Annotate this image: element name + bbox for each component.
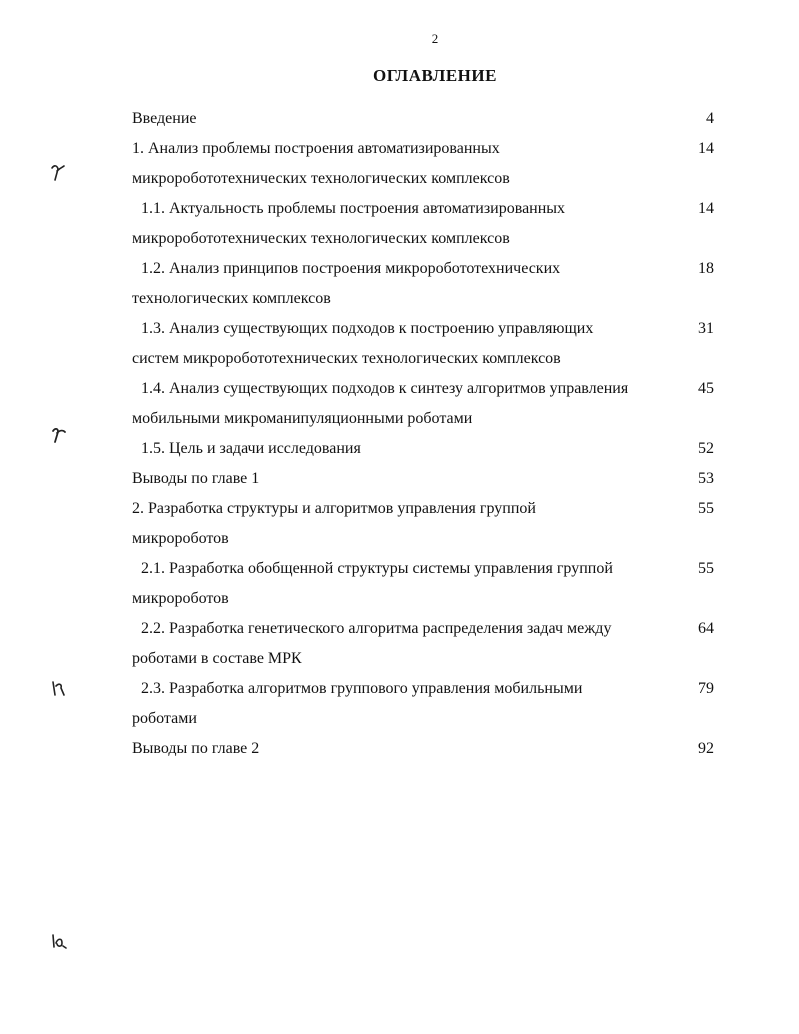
toc-entry-page-number: 52 bbox=[698, 440, 714, 457]
toc-entry-page-number: 79 bbox=[698, 680, 714, 697]
toc-entry bbox=[132, 734, 714, 764]
toc-entry-title: 1.5. Цель и задачи исследования bbox=[141, 440, 361, 457]
toc-entry-title: 2.2. Разработка генетического алгоритма распределения задач между bbox=[141, 620, 612, 637]
margin-mark-icon bbox=[48, 677, 68, 699]
toc-entry bbox=[132, 314, 714, 374]
toc-entry-page-number: 31 bbox=[698, 320, 714, 337]
toc-entry-title: 2.3. Разработка алгоритмов группового управления мобильными bbox=[141, 680, 583, 697]
toc-entry-page-number: 18 bbox=[698, 260, 714, 277]
toc-entry-title-continued: роботами bbox=[132, 710, 197, 727]
toc-entry-page-number: 55 bbox=[698, 500, 714, 517]
toc-entry bbox=[132, 464, 714, 494]
toc-entry bbox=[132, 554, 714, 614]
toc-entry bbox=[132, 674, 714, 734]
toc-entry-page-number: 4 bbox=[706, 110, 714, 127]
margin-mark-icon bbox=[48, 423, 68, 445]
toc-entry-title: 1.2. Анализ принципов построения микроробототехнических bbox=[141, 260, 561, 277]
toc-entry bbox=[132, 194, 714, 254]
toc-entry-title-continued: роботами в составе МРК bbox=[132, 650, 302, 667]
toc-entry-title-continued: микророботов bbox=[132, 530, 229, 547]
toc-entry-title: 1. Анализ проблемы построения автоматизированных bbox=[132, 140, 500, 157]
toc-entry-title-continued: микророботов bbox=[132, 590, 229, 607]
toc-entry-title-continued: микроробототехнических технологических комплексов bbox=[132, 230, 510, 247]
toc-entry-title: 2. Разработка структуры и алгоритмов управления группой bbox=[132, 500, 536, 517]
toc-entry-page-number: 55 bbox=[698, 560, 714, 577]
table-of-contents bbox=[132, 104, 714, 764]
toc-entry-page-number: 14 bbox=[698, 140, 714, 157]
toc-entry-title: Выводы по главе 2 bbox=[132, 740, 260, 757]
toc-entry bbox=[132, 104, 714, 134]
page-title: ОГЛАВЛЕНИЕ bbox=[373, 66, 497, 85]
toc-entry-page-number: 53 bbox=[698, 470, 714, 487]
toc-entry-title: 1.3. Анализ существующих подходов к построению управляющих bbox=[141, 320, 594, 337]
toc-entry bbox=[132, 254, 714, 314]
toc-entry-title-continued: мобильными микроманипуляционными роботами bbox=[132, 410, 473, 427]
toc-entry-title-continued: микроробототехнических технологических комплексов bbox=[132, 170, 510, 187]
toc-entry-page-number: 92 bbox=[698, 740, 714, 757]
toc-entry bbox=[132, 614, 714, 674]
toc-entry bbox=[132, 374, 714, 434]
toc-entry-title-continued: систем микроробототехнических технологических комплексов bbox=[132, 350, 561, 367]
margin-mark-icon bbox=[48, 162, 68, 184]
toc-entry bbox=[132, 494, 714, 554]
margin-mark-icon bbox=[48, 929, 68, 951]
toc-entry-title: 2.1. Разработка обобщенной структуры системы управления группой bbox=[141, 560, 613, 577]
toc-entry-title: Выводы по главе 1 bbox=[132, 470, 260, 487]
toc-entry bbox=[132, 134, 714, 194]
toc-entry bbox=[132, 434, 714, 464]
toc-entry-page-number: 64 bbox=[698, 620, 714, 637]
toc-entry-page-number: 45 bbox=[698, 380, 714, 397]
toc-entry-title: Введение bbox=[132, 110, 197, 127]
toc-entry-title: 1.1. Актуальность проблемы построения автоматизированных bbox=[141, 200, 566, 217]
page-number: 2 bbox=[431, 31, 439, 46]
toc-entry-title-continued: технологических комплексов bbox=[132, 290, 331, 307]
toc-entry-page-number: 14 bbox=[698, 200, 714, 217]
toc-entry-title: 1.4. Анализ существующих подходов к синтезу алгоритмов управления bbox=[141, 380, 629, 397]
